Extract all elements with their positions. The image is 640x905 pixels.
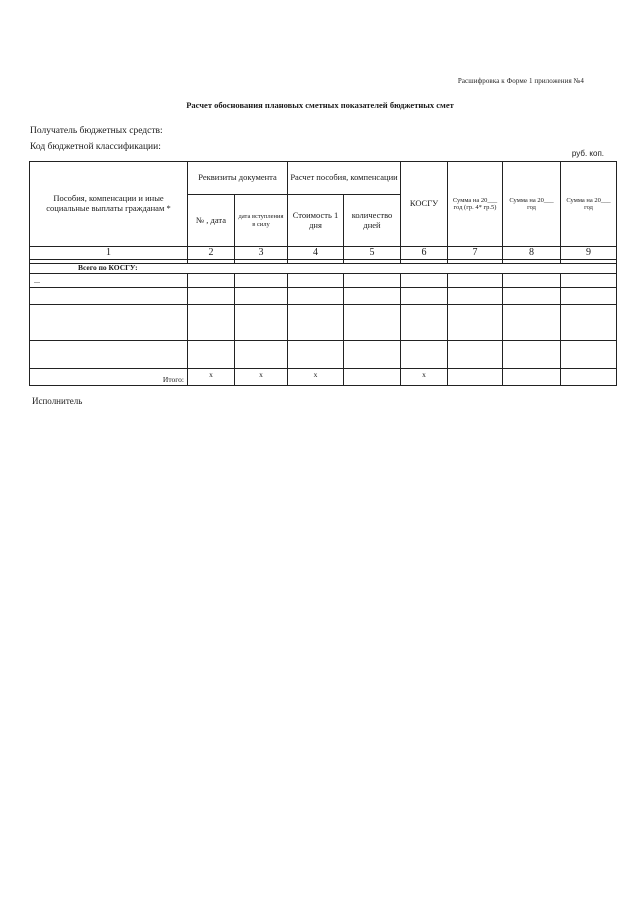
col-number: 5: [344, 247, 401, 260]
header-sum-year-1: Сумма на 20___ год (гр. 4* гр.5): [448, 162, 503, 247]
table-row: [30, 287, 617, 304]
header-calculation-group: Расчет пособия, компенсации: [288, 162, 401, 195]
x-mark: x: [288, 368, 344, 385]
budget-code-label: Код бюджетной классификации:: [30, 142, 161, 152]
table-row: [30, 273, 617, 287]
col-number: 9: [561, 247, 617, 260]
header-sum-year-3: Сумма на 20___ год: [561, 162, 617, 247]
header-kosgu: КОСГУ: [401, 162, 448, 247]
total-by-kosgu-row: [30, 264, 617, 274]
page-reference: Расшифровка к Форме 1 приложения №4: [457, 77, 584, 85]
col-number: 7: [448, 247, 503, 260]
recipient-label: Получатель бюджетных средств:: [30, 126, 163, 136]
header-doc-date: дата вступления в силу: [235, 195, 288, 247]
header-sum-year-2: Сумма на 20___ год: [503, 162, 561, 247]
calculation-table: [29, 161, 617, 386]
ellipsis-cell: ...: [30, 273, 188, 287]
header-cost-per-day: Стоимость 1 дня: [288, 195, 344, 247]
header-document-group: Реквизиты документа: [188, 162, 288, 195]
column-numbers-row: [30, 247, 617, 260]
currency-note: руб. коп.: [571, 149, 604, 158]
executor-label: Исполнитель: [32, 396, 83, 406]
x-mark: x: [401, 368, 448, 385]
itogo-label: Итого:: [30, 368, 188, 385]
header-benefits: Пособия, компенсации и иные социальные выплаты гражданам *: [30, 162, 188, 247]
table-row: [30, 340, 617, 368]
x-mark: x: [235, 368, 288, 385]
header-days-count: количество дней: [344, 195, 401, 247]
col-number: 3: [235, 247, 288, 260]
col-number: 4: [288, 247, 344, 260]
col-number: 1: [30, 247, 188, 260]
table-row: [30, 304, 617, 340]
col-number: 6: [401, 247, 448, 260]
itogo-row: [30, 368, 617, 385]
document-title: Расчет обоснования плановых сметных показателей бюджетных смет: [186, 100, 454, 110]
header-doc-number: № , дата: [188, 195, 235, 247]
x-mark: x: [188, 368, 235, 385]
col-number: 2: [188, 247, 235, 260]
col-number: 8: [503, 247, 561, 260]
total-by-kosgu-label: Всего по КОСГУ:: [30, 264, 617, 274]
